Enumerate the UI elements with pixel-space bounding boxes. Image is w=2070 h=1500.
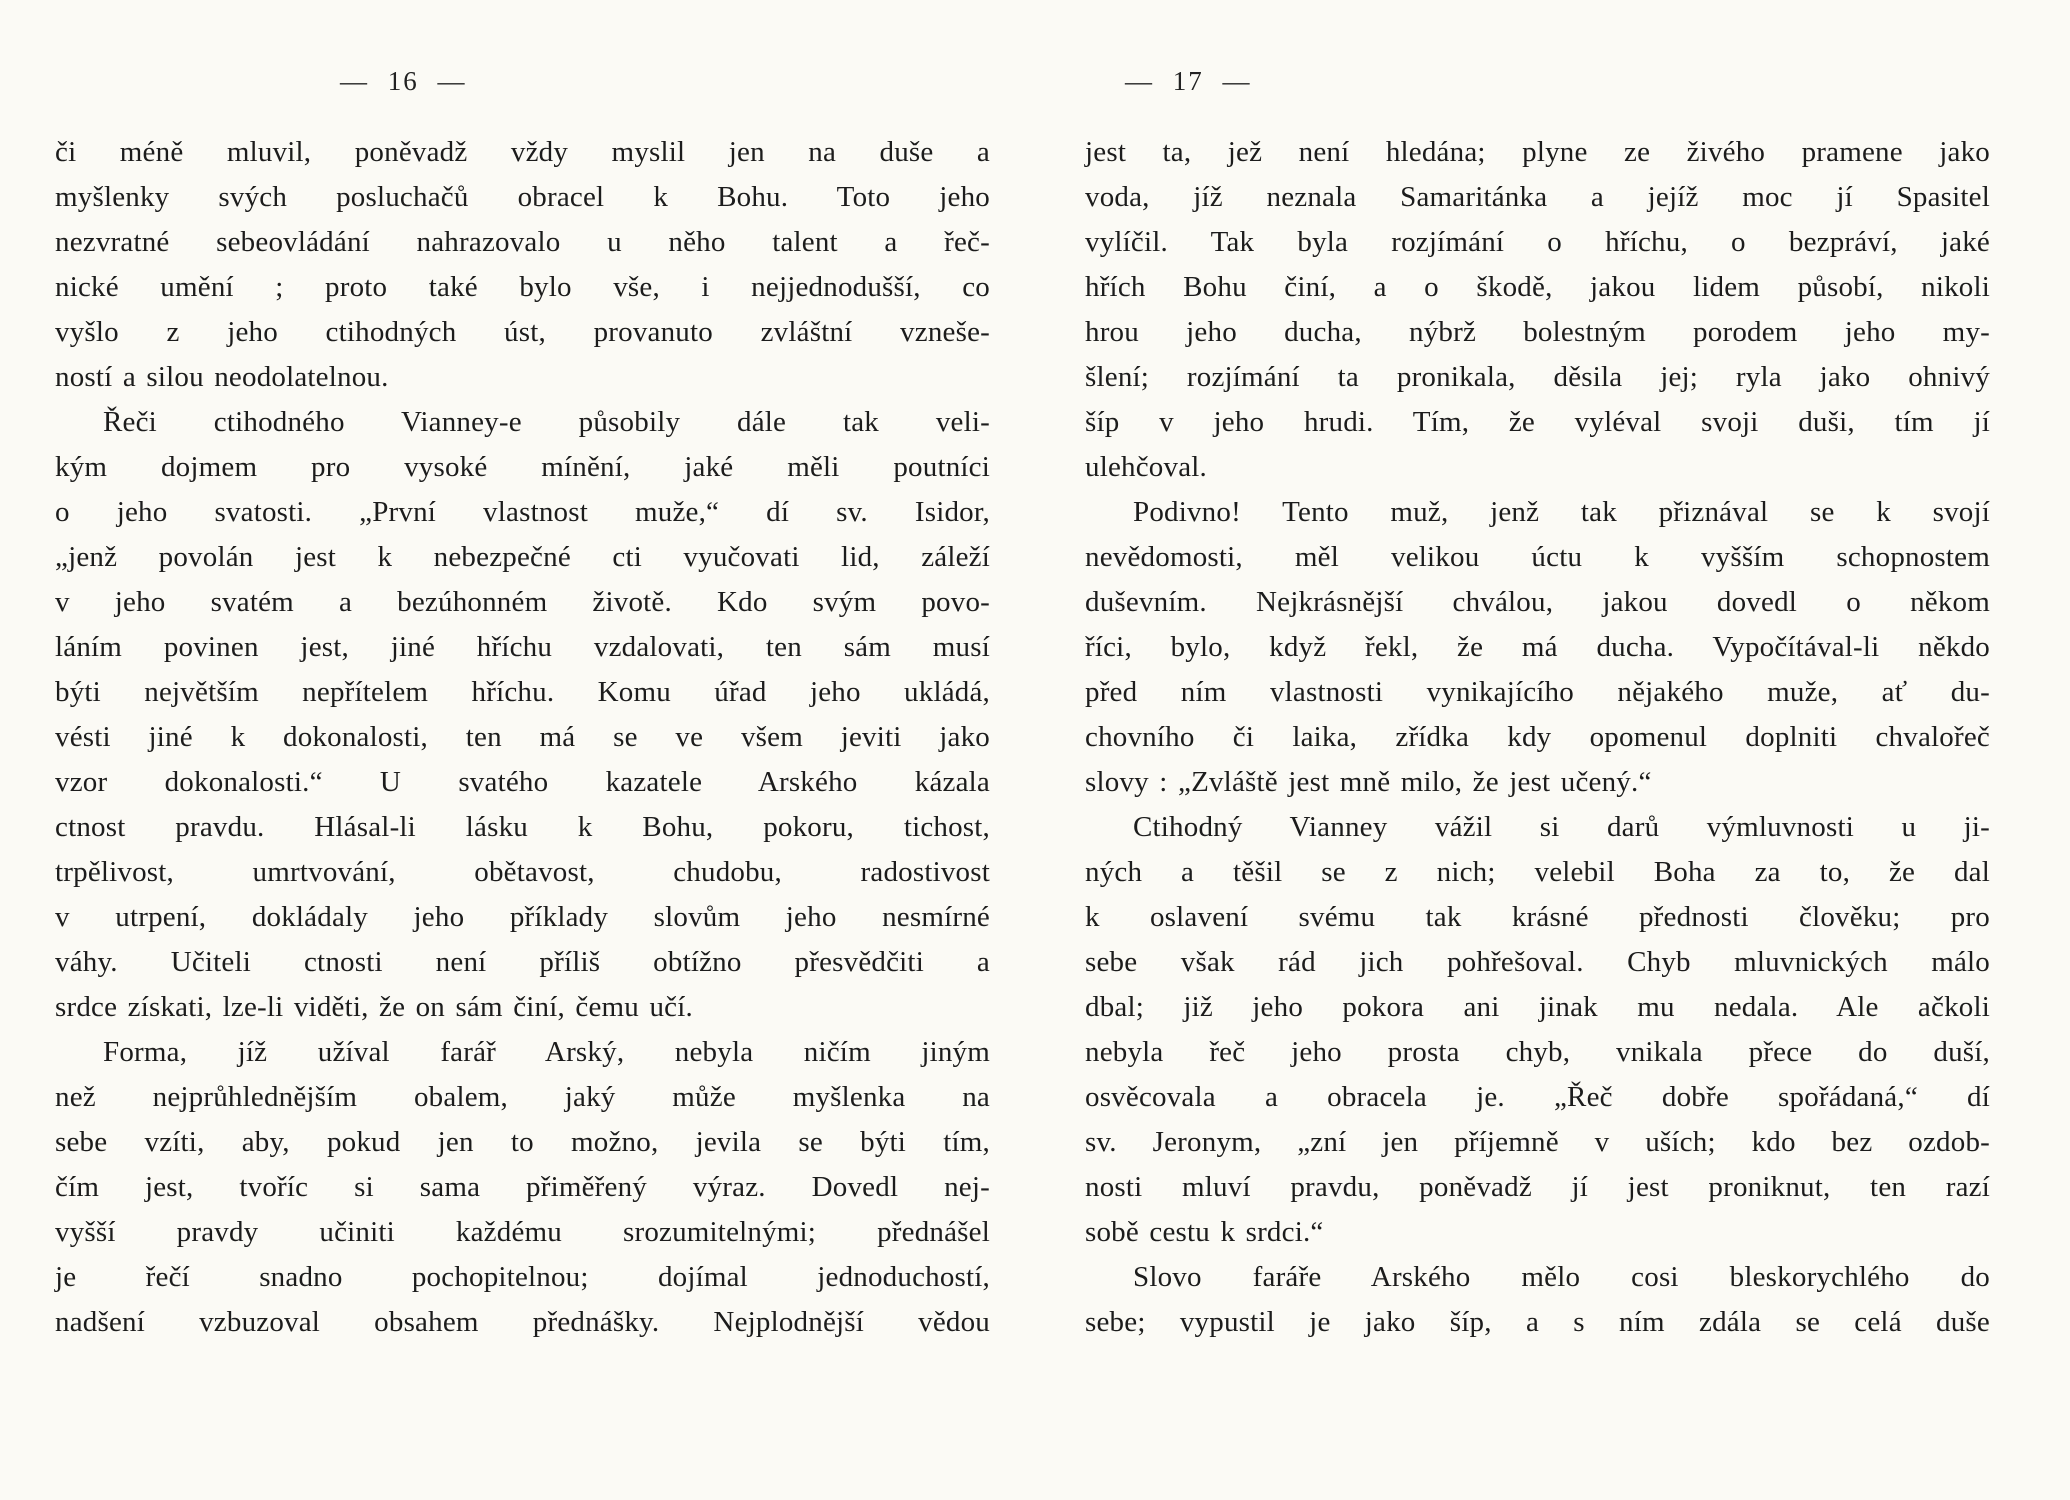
text-line: sobě cestu k srdci.“ (1085, 1216, 1324, 1248)
text-line: šlení; rozjímání ta pronikala, děsila jej; ryla jako ohnivý (1085, 361, 1990, 393)
paragraph (55, 130, 990, 400)
text-line: jest ta, jež není hledána; plyne ze živého pramene jako (1085, 136, 1990, 168)
text-line: láním povinen jest, jiné hříchu vzdalovati, ten sám musí (55, 631, 990, 663)
text-line: před ním vlastnosti vynikajícího nějakého muže, ať du- (1085, 676, 1990, 708)
text-line: než nejprůhlednějším obalem, jaký může myšlenka na (55, 1081, 990, 1113)
text-line: vylíčil. Tak byla rozjímání o hříchu, o bezpráví, jaké (1085, 226, 1990, 258)
text-line: Řeči ctihodného Vianney-e působily dále tak veli- (103, 406, 990, 438)
text-line: ných a těšil se z nich; velebil Boha za to, že dal (1085, 856, 1990, 888)
text-line: osvěcovala a obracela je. „Řeč dobře spořádaná,“ dí (1085, 1081, 1990, 1113)
text-line: sv. Jeronym, „zní jen příjemně v uších; kdo bez ozdob- (1085, 1126, 1990, 1158)
text-line: myšlenky svých posluchačů obracel k Bohu. Toto jeho (55, 181, 990, 213)
text-line: duševním. Nejkrásnější chválou, jakou dovedl o někom (1085, 586, 1990, 618)
text-line: ctnost pravdu. Hlásal-li lásku k Bohu, pokoru, tichost, (55, 811, 990, 843)
text-line: býti největším nepřítelem hříchu. Komu úřad jeho ukládá, (55, 676, 990, 708)
text-line: vyšlo z jeho ctihodných úst, provanuto zvláštní vzneše- (55, 316, 990, 348)
text-line: sebe vzíti, aby, pokud jen to možno, jevila se býti tím, (55, 1126, 990, 1158)
text-line: chovního či laika, zřídka kdy opomenul doplniti chvalořeč (1085, 721, 1990, 753)
text-line: váhy. Učiteli ctnosti není příliš obtížno přesvědčiti a (55, 946, 990, 978)
text-line: je řečí snadno pochopitelnou; dojímal jednoduchostí, (55, 1261, 990, 1293)
page-17 (1035, 0, 2070, 1500)
text-line: slovy : „Zvláště jest mně milo, že jest učený.“ (1085, 766, 1652, 798)
text-line: nosti mluví pravdu, poněvadž jí jest proniknut, ten razí (1085, 1171, 1990, 1203)
text-line: nické umění ; proto také bylo vše, i nejjednodušší, co (55, 271, 990, 303)
paragraph (1085, 805, 1990, 1255)
text-line: říci, bylo, když řekl, že má ducha. Vypočítával-li někdo (1085, 631, 1990, 663)
page-number: — 16 — (340, 66, 467, 96)
text-line: nadšení vzbuzoval obsahem přednášky. Nejplodnější vědou (55, 1306, 990, 1338)
text-line: šíp v jeho hrudi. Tím, že vyléval svoji duši, tím jí (1085, 406, 1990, 438)
text-line: nevědomosti, měl velikou úctu k vyšším schopnostem (1085, 541, 1990, 573)
text-line: v utrpení, dokládaly jeho příklady slovům jeho nesmírné (55, 901, 990, 933)
text-line: o jeho svatosti. „První vlastnost muže,“ dí sv. Isidor, (55, 496, 990, 528)
text-line: vésti jiné k dokonalosti, ten má se ve všem jeviti jako (55, 721, 990, 753)
text-line: srdce získati, lze-li viděti, že on sám činí, čemu učí. (55, 991, 693, 1023)
paragraph (55, 1030, 990, 1345)
text-line: vzor dokonalosti.“ U svatého kazatele Arského kázala (55, 766, 990, 798)
text-line: hřích Bohu činí, a o škodě, jakou lidem působí, nikoli (1085, 271, 1990, 303)
text-line: ulehčoval. (1085, 451, 1207, 483)
text-line: hrou jeho ducha, nýbrž bolestným porodem jeho my- (1085, 316, 1990, 348)
paragraph (1085, 490, 1990, 805)
text-line: nebyla řeč jeho prosta chyb, vnikala přece do duší, (1085, 1036, 1990, 1068)
text-line: k oslavení svému tak krásné přednosti člověku; pro (1085, 901, 1990, 933)
text-line: nezvratné sebeovládání nahrazovalo u něho talent a řeč- (55, 226, 990, 258)
text-line: vyšší pravdy učiniti každému srozumitelnými; přednášel (55, 1216, 990, 1248)
text-line: Ctihodný Vianney vážil si darů výmluvnosti u ji- (1133, 811, 1990, 843)
text-line: trpělivost, umrtvování, obětavost, chudobu, radostivost (55, 856, 990, 888)
text-line: Forma, jíž užíval farář Arský, nebyla ničím jiným (103, 1036, 990, 1068)
text-line: sebe však rád jich pohřešoval. Chyb mluvnických málo (1085, 946, 1990, 978)
text-line: dbal; již jeho pokora ani jinak mu nedala. Ale ačkoli (1085, 991, 1990, 1023)
text-line: Slovo faráře Arského mělo cosi bleskorychlého do (1133, 1261, 1990, 1293)
text-line: „jenž povolán jest k nebezpečné cti vyučovati lid, záleží (55, 541, 990, 573)
text-line: čím jest, tvoříc si sama přiměřený výraz. Dovedl nej- (55, 1171, 990, 1203)
text-line: v jeho svatém a bezúhonném životě. Kdo svým povo- (55, 586, 990, 618)
text-line: či méně mluvil, poněvadž vždy myslil jen na duše a (55, 136, 990, 168)
paragraph (1085, 1255, 1990, 1345)
paragraph (1085, 130, 1990, 490)
page-number: — 17 — (1125, 66, 1252, 96)
page-text-block (1085, 130, 1990, 1345)
text-line: ností a silou neodolatelnou. (55, 361, 389, 393)
text-line: sebe; vypustil je jako šíp, a s ním zdála se celá duše (1085, 1306, 1990, 1338)
text-line: kým dojmem pro vysoké mínění, jaké měli poutníci (55, 451, 990, 483)
text-line: voda, jíž neznala Samaritánka a jejíž moc jí Spasitel (1085, 181, 1990, 213)
paragraph (55, 400, 990, 1030)
text-line: Podivno! Tento muž, jenž tak přiznával se k svojí (1133, 496, 1990, 528)
page-text-block (55, 130, 990, 1345)
